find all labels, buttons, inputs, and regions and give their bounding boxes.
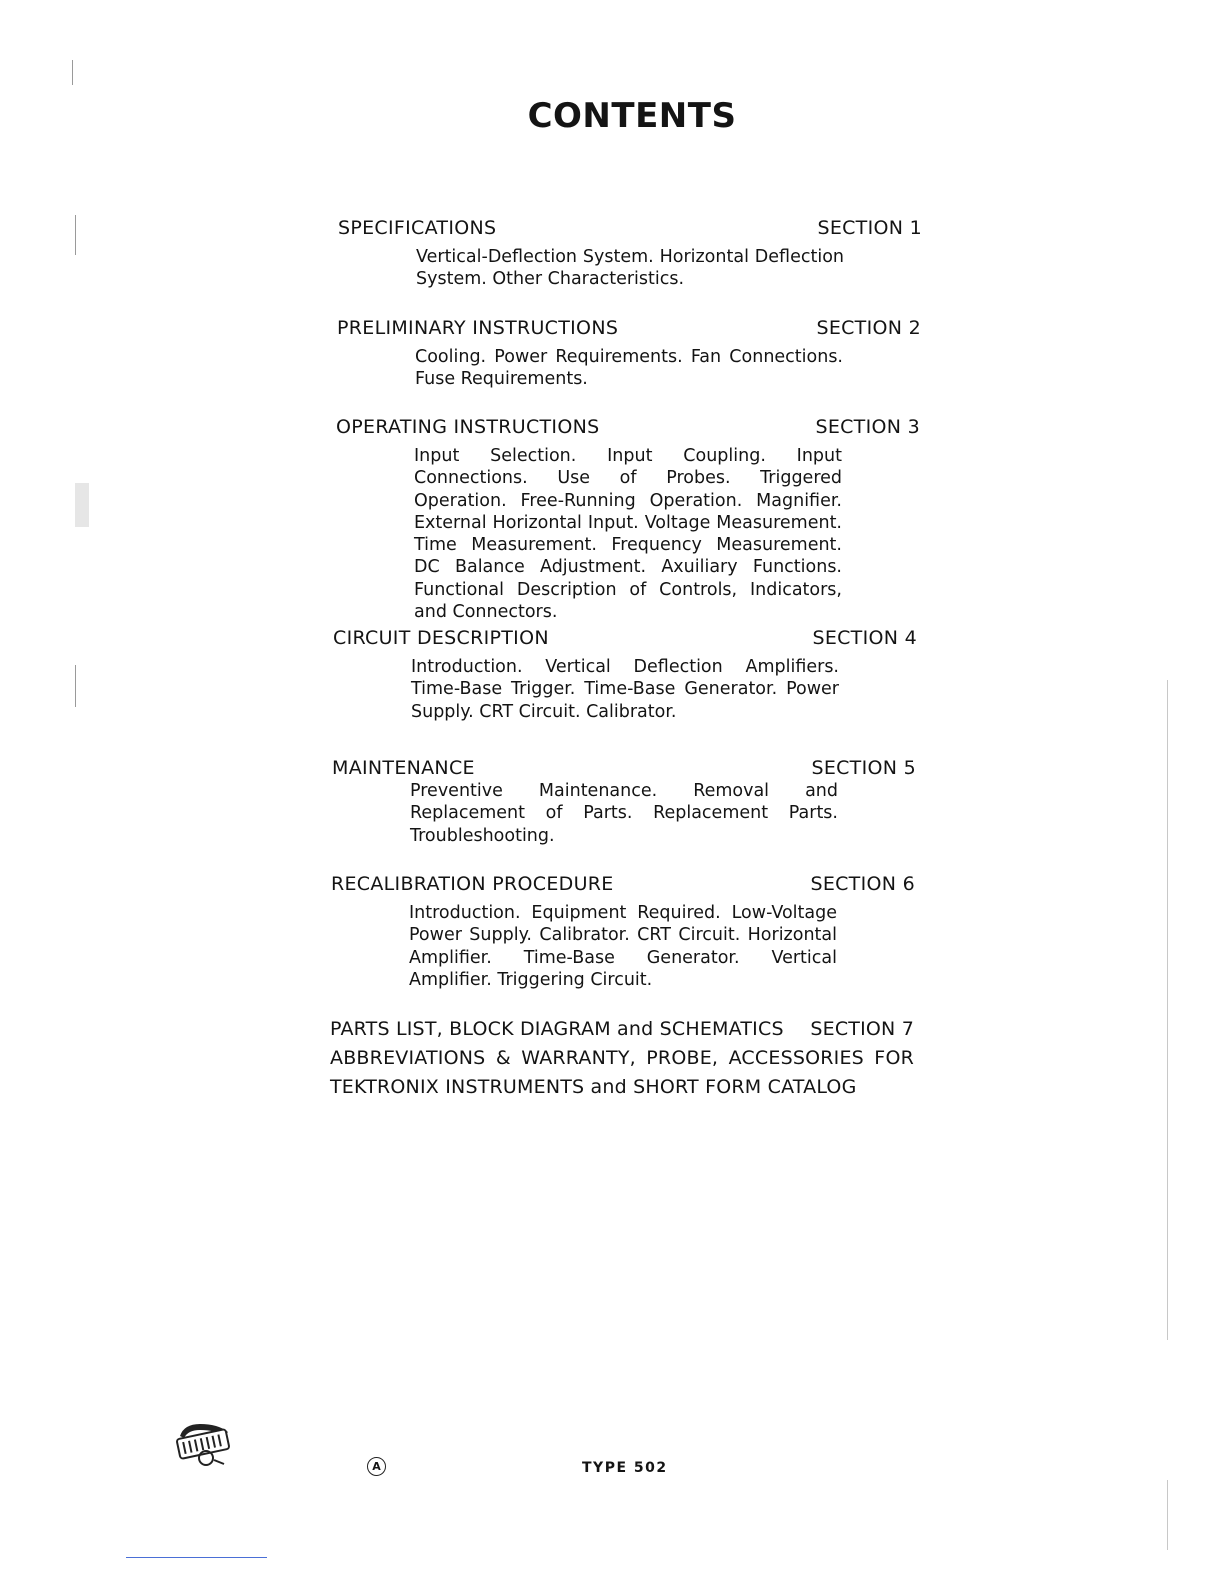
entry-section: SECTION 3 — [815, 416, 920, 438]
appendix-line-2: ABBREVIATIONS & WARRANTY, PROBE, ACCESSORIES FOR — [330, 1047, 914, 1069]
entry-title: CIRCUIT DESCRIPTION — [333, 627, 549, 649]
scan-edge-mark — [75, 215, 76, 255]
toc-entry-specifications — [338, 216, 922, 291]
entry-title: OPERATING INSTRUCTIONS — [336, 416, 600, 438]
entry-section: SECTION 1 — [817, 217, 922, 239]
toc-entry-maintenance — [332, 756, 916, 847]
entry-title: PRELIMINARY INSTRUCTIONS — [337, 317, 619, 339]
entry-section: SECTION 4 — [812, 627, 917, 649]
tektronix-logo — [172, 1420, 234, 1472]
scan-edge-mark — [1167, 680, 1168, 1340]
entry-description: Introduction. Vertical Deflection Amplifiers. Time-Base Trigger. Time-Base Generator. Power Supply. CRT Circuit. Calibrator. — [411, 657, 839, 722]
type-label: TYPE 502 — [582, 1460, 668, 1476]
entry-section: SECTION 2 — [816, 317, 921, 339]
entry-description: Cooling. Power Requirements. Fan Connections. Fuse Requirements. — [415, 347, 843, 390]
entry-section: SECTION 6 — [810, 873, 915, 895]
revision-mark: A — [367, 1457, 386, 1476]
page-title: CONTENTS — [527, 96, 737, 136]
entry-section: SECTION 5 — [811, 757, 916, 779]
toc-entry-preliminary-instructions — [337, 316, 921, 391]
entry-title: MAINTENANCE — [332, 757, 475, 779]
entry-description: Input Selection. Input Coupling. Input Connections. Use of Probes. Triggered Operation. Free-Running Operation. Magnifier. External Horizontal Input. Voltage Measurement. Time Measurement. Frequency Measurement. DC Balance Adjustment. Axuiliary Functions. Functional Description of Controls, Indicators, and Connectors. — [414, 446, 842, 623]
toc-entry-circuit-description — [333, 626, 917, 723]
scan-edge-mark — [75, 665, 76, 707]
appendix-line-1: PARTS LIST, BLOCK DIAGRAM and SCHEMATICS — [330, 1018, 784, 1040]
scan-edge-mark — [72, 60, 73, 85]
entry-description: Vertical-Deflection System. Horizontal Deflection System. Other Characteristics. — [416, 247, 844, 290]
scan-edge-mark — [75, 483, 89, 527]
appendix-section: SECTION 7 — [810, 1018, 914, 1040]
entry-description: Introduction. Equipment Required. Low-Voltage Power Supply. Calibrator. CRT Circuit. Horizontal Amplifier. Time-Base Generator. Vertical Amplifier. Triggering Circuit. — [409, 903, 837, 990]
toc-entry-operating-instructions — [336, 415, 920, 623]
entry-description: Preventive Maintenance. Removal and Replacement of Parts. Replacement Parts. Troubleshooting. — [410, 781, 838, 846]
scan-edge-mark — [1167, 1480, 1168, 1550]
scan-edge-mark — [126, 1557, 267, 1558]
entry-title: RECALIBRATION PROCEDURE — [331, 873, 614, 895]
appendix-entries — [330, 1015, 914, 1102]
entry-title: SPECIFICATIONS — [338, 217, 497, 239]
appendix-line-3: TEKTRONIX INSTRUMENTS and SHORT FORM CATALOG — [330, 1076, 857, 1098]
toc-entry-recalibration-procedure — [331, 872, 915, 991]
